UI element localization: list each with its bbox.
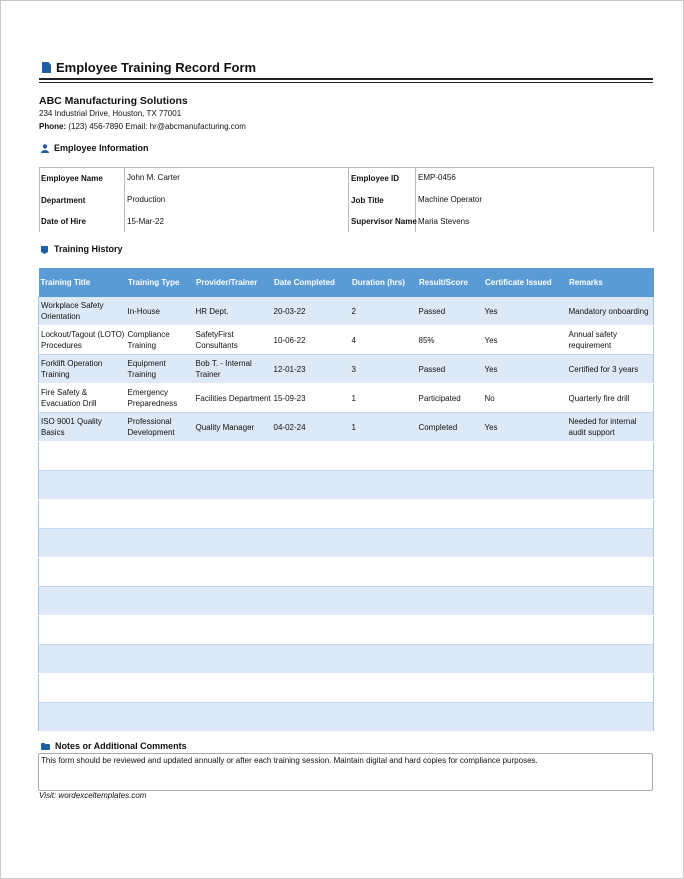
table-cell: Passed <box>417 297 483 326</box>
table-row <box>39 413 654 442</box>
table-cell: Certified for 3 years <box>567 355 654 384</box>
table-cell: Fire Safety & Evacuation Drill <box>39 384 126 413</box>
hire-date-value: 15-Mar-22 <box>127 217 164 226</box>
column-header: Result/Score <box>417 268 483 297</box>
employee-info-heading-text: Employee Information <box>54 143 149 153</box>
column-header: Date Completed <box>272 268 350 297</box>
supervisor-label: Supervisor Name <box>351 217 417 226</box>
book-icon <box>41 246 49 254</box>
table-cell: Yes <box>483 326 567 355</box>
column-header: Remarks <box>567 268 654 297</box>
table-row <box>39 297 654 326</box>
table-row <box>39 355 654 384</box>
form-title: Employee Training Record Form <box>56 60 257 75</box>
employee-info-heading <box>41 143 149 153</box>
empty-row <box>39 442 654 471</box>
empty-row <box>39 529 654 558</box>
training-history-heading <box>41 244 123 254</box>
table-cell: Bob T. - Internal Trainer <box>194 355 272 384</box>
column-header: Training Type <box>126 268 194 297</box>
notes-text: This form should be reviewed and updated annually or after each training session. Maintain digital and hard copies for compliance purposes. <box>41 756 538 765</box>
website-link[interactable]: Visit: wordexceltemplates.com <box>39 791 147 800</box>
table-header-row <box>39 268 654 297</box>
person-icon <box>41 144 49 153</box>
document-icon <box>42 62 51 73</box>
table-cell: Annual safety requirement <box>567 326 654 355</box>
table-cell: Quarterly fire drill <box>567 384 654 413</box>
employee-name-value: John M. Carter <box>127 173 180 182</box>
empty-row <box>39 558 654 587</box>
column-header: Duration (hrs) <box>350 268 417 297</box>
training-history-heading-text: Training History <box>54 244 123 254</box>
table-cell: Participated <box>417 384 483 413</box>
table-cell: 15-09-23 <box>272 384 350 413</box>
table-cell: Mandatory onboarding <box>567 297 654 326</box>
employee-name-label: Employee Name <box>41 174 103 183</box>
table-cell: Passed <box>417 355 483 384</box>
table-cell: Professional Development <box>126 413 194 442</box>
table-cell: 1 <box>350 384 417 413</box>
empty-row <box>39 645 654 674</box>
employee-id-value: EMP-0456 <box>418 173 456 182</box>
table-cell: 3 <box>350 355 417 384</box>
table-cell: HR Dept. <box>194 297 272 326</box>
department-label: Department <box>41 196 86 205</box>
table-cell: ISO 9001 Quality Basics <box>39 413 126 442</box>
table-cell: Facilities Department <box>194 384 272 413</box>
table-cell: Workplace Safety Orientation <box>39 297 126 326</box>
table-cell: Quality Manager <box>194 413 272 442</box>
table-cell: Yes <box>483 413 567 442</box>
empty-row <box>39 674 654 703</box>
table-cell: 12-01-23 <box>272 355 350 384</box>
table-cell: Needed for internal audit support <box>567 413 654 442</box>
hire-date-label: Date of Hire <box>41 217 86 226</box>
phone-label: Phone: <box>39 122 67 131</box>
table-cell: Yes <box>483 297 567 326</box>
table-cell: Equipment Training <box>126 355 194 384</box>
empty-row <box>39 587 654 616</box>
department-value: Production <box>127 195 166 204</box>
empty-row <box>39 471 654 500</box>
title-rule-thin <box>39 82 653 83</box>
info-divider <box>348 168 349 232</box>
employee-info-table <box>39 167 654 232</box>
table-cell: Yes <box>483 355 567 384</box>
table-cell: In-House <box>126 297 194 326</box>
company-name: ABC Manufacturing Solutions <box>39 95 188 107</box>
folder-icon <box>41 743 50 750</box>
table-cell: Emergency Preparedness <box>126 384 194 413</box>
table-cell: 1 <box>350 413 417 442</box>
company-address: 234 Industrial Drive, Houston, TX 77001 <box>39 109 182 118</box>
table-cell: 20-03-22 <box>272 297 350 326</box>
column-header: Certificate Issued <box>483 268 567 297</box>
notes-heading <box>41 741 187 751</box>
column-header: Provider/Trainer <box>194 268 272 297</box>
table-cell: No <box>483 384 567 413</box>
supervisor-value: Maria Stevens <box>418 217 470 226</box>
table-row <box>39 384 654 413</box>
info-divider <box>124 168 125 232</box>
table-cell: 04-02-24 <box>272 413 350 442</box>
table-cell: 4 <box>350 326 417 355</box>
table-cell: Lockout/Tagout (LOTO) Procedures <box>39 326 126 355</box>
empty-row <box>39 616 654 645</box>
table-cell: Compliance Training <box>126 326 194 355</box>
empty-row <box>39 500 654 529</box>
empty-row <box>39 703 654 732</box>
job-title-label: Job Title <box>351 196 384 205</box>
notes-box[interactable] <box>38 753 653 791</box>
company-contact <box>39 122 246 131</box>
table-cell: 85% <box>417 326 483 355</box>
title-rule-thick <box>39 78 653 80</box>
column-header: Training Title <box>39 268 126 297</box>
table-cell: 10-06-22 <box>272 326 350 355</box>
employee-id-label: Employee ID <box>351 174 400 183</box>
table-cell: SafetyFirst Consultants <box>194 326 272 355</box>
training-history-table <box>38 268 654 732</box>
table-cell: Completed <box>417 413 483 442</box>
job-title-value: Machine Operator <box>418 195 483 204</box>
notes-heading-text: Notes or Additional Comments <box>55 741 187 751</box>
contact-details: (123) 456-7890 Email: hr@abcmanufacturing.com <box>68 122 246 131</box>
table-cell: Forklift Operation Training <box>39 355 126 384</box>
table-row <box>39 326 654 355</box>
table-cell: 2 <box>350 297 417 326</box>
